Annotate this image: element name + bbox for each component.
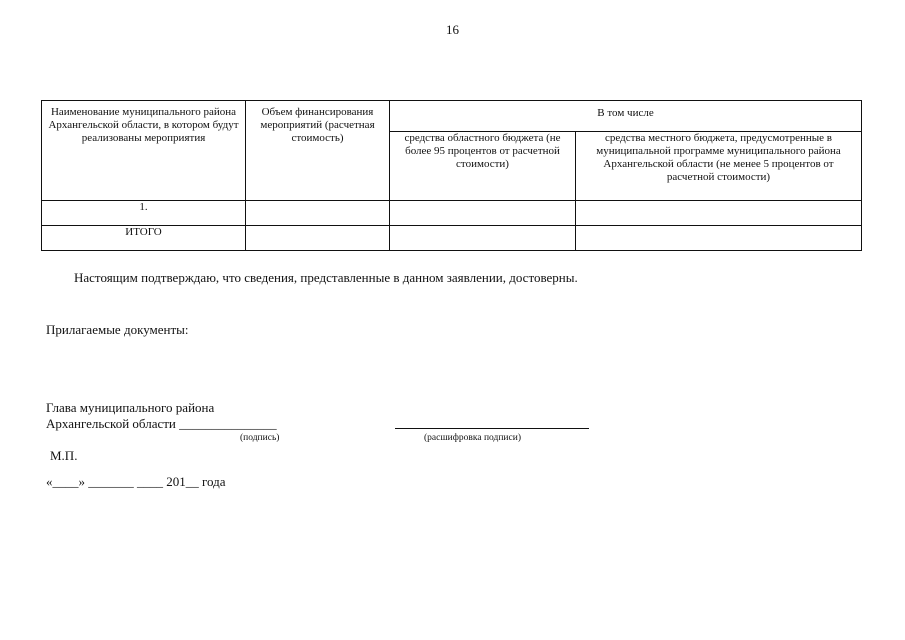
table-cell-empty[interactable] [390,201,576,226]
table-cell-label: 1. [42,201,246,226]
column-group-header: В том числе [390,101,862,132]
decoding-hint: (расшифровка подписи) [424,433,521,443]
signature-hint: (подпись) [240,433,280,443]
signature-decoding-line [395,428,589,429]
table-cell-empty[interactable] [246,201,390,226]
confirmation-statement: Настоящим подтверждаю, что сведения, представленные в данном заявлении, достоверны. [74,270,578,285]
table-cell-empty[interactable] [576,226,862,251]
table-cell-empty[interactable] [390,226,576,251]
table-cell-label: ИТОГО [42,226,246,251]
column-header-financing: Объем финансирования мероприятий (расчетная стоимость) [246,101,390,201]
column-header-district: Наименование муниципального района Архангельской области, в котором будут реализованы мероприятия [42,101,246,201]
table-cell-empty[interactable] [246,226,390,251]
signature-title-line2: Архангельской области _______________ [46,416,277,431]
column-header-regional-budget: средства областного бюджета (не более 95 процентов от расчетной стоимости) [390,132,576,201]
table-row-total [42,226,862,251]
signature-title-line1: Глава муниципального района [46,400,215,415]
attached-documents-label: Прилагаемые документы: [46,322,189,337]
page-number: 16 [446,22,459,37]
table-cell-empty[interactable] [576,201,862,226]
stamp-placeholder: М.П. [50,448,78,463]
column-header-local-budget: средства местного бюджета, предусмотренные в муниципальной программе муниципального района Архангельской области (не менее 5 процентов от расчетной стоимости) [576,132,862,201]
date-line: «____» _______ ____ 201__ года [46,474,226,489]
financing-table [41,100,862,251]
table-row [42,201,862,226]
